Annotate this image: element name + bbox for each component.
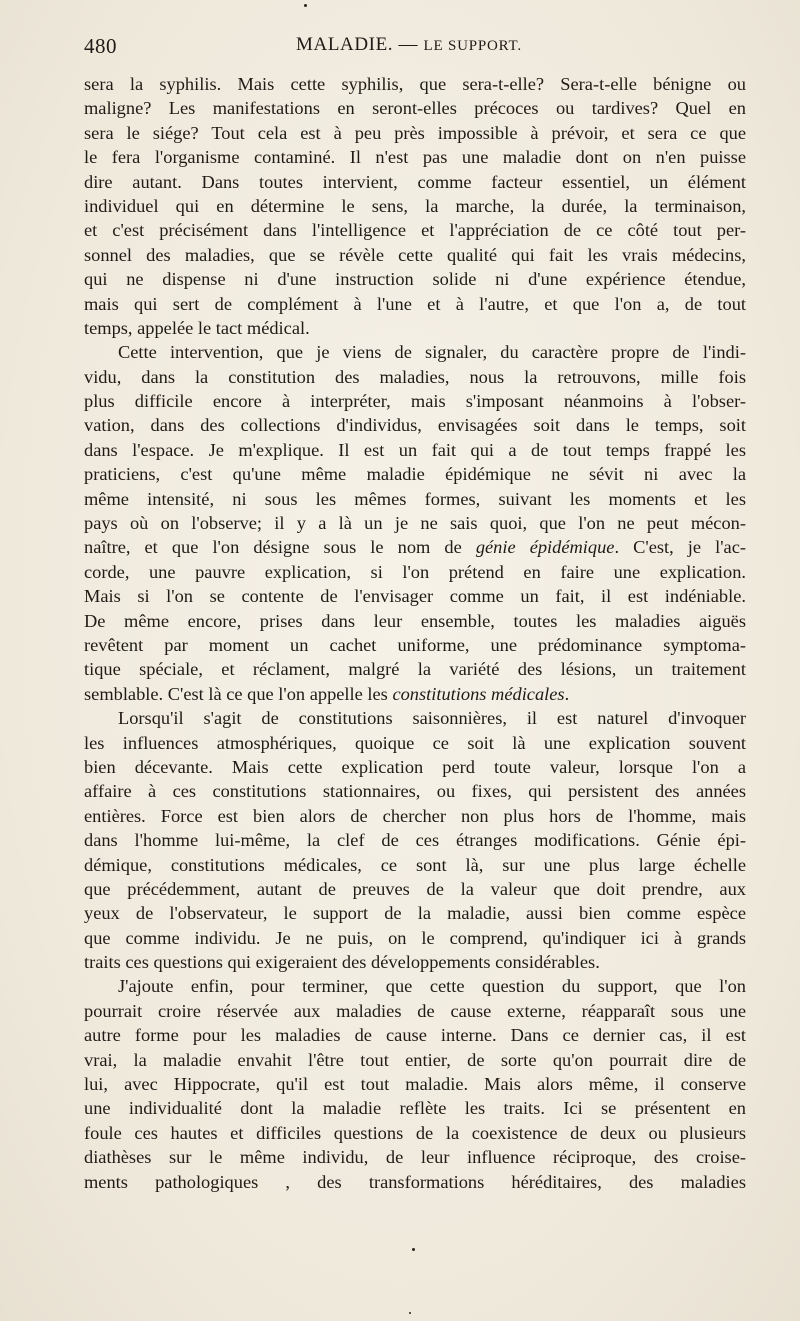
paper-speck xyxy=(409,1312,411,1314)
text-line: le fera l'organisme contaminé. Il n'est pas une maladie dont on n'en puisse xyxy=(84,147,746,168)
text-line: revêtent par moment un cachet uniforme, une prédominance symptoma- xyxy=(84,634,746,655)
paragraph-start-line: Cette intervention, que je viens de signaler, du caractère propre de l'indi- xyxy=(118,342,746,363)
text-line: une individualité dont la maladie reflète les traits. Ici se présentent en xyxy=(84,1098,746,1119)
paragraph-end-line xyxy=(84,682,746,706)
paper-speck xyxy=(304,4,307,7)
running-head-sub: LE SUPPORT. xyxy=(423,38,522,54)
text-line: maligne? Les manifestations en seront-elles précoces ou tardives? Quel en xyxy=(84,98,746,119)
text-line: dire autant. Dans toutes intervient, comme facteur essentiel, un élément xyxy=(84,171,746,192)
text-line: que comme individu. Je ne puis, on le comprend, qu'indiquer ici à grands xyxy=(84,927,746,948)
text-line: pourrait croire réservée aux maladies de cause externe, réapparaît sous une xyxy=(84,1000,746,1021)
page-number: 480 xyxy=(84,34,117,58)
text-line: démique, constitutions médicales, ce sont là, sur une plus large échelle xyxy=(84,854,746,875)
paragraph-end-line: traits ces questions qui exigeraient des développements considérables. xyxy=(84,952,600,973)
text-segment: . xyxy=(564,683,570,704)
text-line: vation, dans des collections d'individus, envisagées soit dans le temps, soit xyxy=(84,415,746,436)
text-line: vidu, dans la constitution des maladies, nous la retrouvons, mille fois xyxy=(84,366,746,387)
text-line: sera le siége? Tout cela est à peu près impossible à prévoir, et sera ce que xyxy=(84,122,746,143)
text-segment: naître, et que l'on désigne sous le nom de xyxy=(84,537,462,558)
text-line: Mais si l'on se contente de l'envisager comme un fait, il est indéniable. xyxy=(84,586,746,607)
text-line: sera la syphilis. Mais cette syphilis, que sera-t-elle? Sera-t-elle bénigne ou xyxy=(84,74,746,94)
text-line: vrai, la maladie envahit l'être tout entier, de sorte qu'on pourrait dire de xyxy=(84,1049,746,1070)
text-line: pays où on l'observe; il y a là un je ne sais quoi, que l'on ne peut mécon- xyxy=(84,513,746,534)
text-line: les influences atmosphériques, quoique ce soit là une explication souvent xyxy=(84,732,746,753)
text-line-with-italic xyxy=(84,535,746,559)
italic-term-genie-epidemique: génie épidémique xyxy=(475,537,615,558)
text-line: dans l'espace. Je m'explique. Il est un fait qui a de tout temps frappé les xyxy=(84,439,746,460)
text-line: mais qui sert de complément à l'une et à l'autre, et que l'on a, de tout xyxy=(84,293,746,314)
text-line: que précédemment, autant de preuves de la valeur que doit prendre, aux xyxy=(84,878,746,899)
text-line: corde, une pauvre explication, si l'on prétend en faire une explication. xyxy=(84,561,746,582)
running-head-dash: — xyxy=(398,34,419,55)
text-line: De même encore, prises dans leur ensemble, toutes les maladies aiguës xyxy=(84,610,746,631)
text-line: praticiens, c'est qu'une même maladie épidémique ne sévit ni avec la xyxy=(84,464,746,485)
text-line: dans l'homme lui-même, la clef de ces étranges modifications. Génie épi- xyxy=(84,830,746,851)
text-line: lui, avec Hippocrate, qu'il est tout maladie. Mais alors même, il conserve xyxy=(84,1074,746,1095)
text-segment: semblable. C'est là ce que l'on appelle les xyxy=(84,683,388,704)
text-line: bien décevante. Mais cette explication perd toute valeur, lorsque l'on a xyxy=(84,756,746,777)
text-line: individuel qui en détermine le sens, la marche, la durée, la terminaison, xyxy=(84,195,746,216)
paper-speck xyxy=(412,1248,415,1251)
page-header xyxy=(84,34,744,60)
text-segment: . C'est, je l'ac- xyxy=(614,537,746,558)
paragraph-end-line: temps, appelée le tact médical. xyxy=(84,317,310,338)
text-line: affaire à ces constitutions stationnaires, ou fixes, qui persistent des années xyxy=(84,781,746,802)
running-head xyxy=(296,34,522,56)
text-line: plus difficile encore à interpréter, mais s'imposant néanmoins à l'obser- xyxy=(84,391,746,412)
body-text xyxy=(84,72,746,1194)
text-line: diathèses sur le même individu, de leur influence réciproque, des croise- xyxy=(84,1147,746,1168)
text-line: et c'est précisément dans l'intelligence et l'appréciation de ce côté tout per- xyxy=(84,220,746,241)
text-line: autre forme pour les maladies de cause interne. Dans ce dernier cas, il est xyxy=(84,1025,746,1046)
italic-term-constitutions-medicales: constitutions médicales xyxy=(392,683,565,704)
text-line: ments pathologiques , des transformations héréditaires, des maladies xyxy=(84,1171,746,1192)
paragraph-start-line: J'ajoute enfin, pour terminer, que cette question du support, que l'on xyxy=(118,976,746,997)
text-line: même intensité, ni sous les mêmes formes, suivant les moments et les xyxy=(84,488,746,509)
text-line: qui ne dispense ni d'une instruction solide ni d'une expérience étendue, xyxy=(84,269,746,290)
paragraph-start-line: Lorsqu'il s'agit de constitutions saisonnières, il est naturel d'invoquer xyxy=(118,708,746,729)
text-line: yeux de l'observateur, le support de la maladie, aussi bien comme espèce xyxy=(84,903,746,924)
text-line: tique spéciale, et réclament, malgré la variété des lésions, un traitement xyxy=(84,659,746,680)
text-line: sonnel des maladies, que se révèle cette qualité qui fait les vrais médecins, xyxy=(84,244,746,265)
text-line: foule ces hautes et difficiles questions de la coexistence de deux ou plusieurs xyxy=(84,1122,746,1143)
running-head-main: MALADIE. xyxy=(296,34,394,55)
text-line: entières. Force est bien alors de chercher non plus hors de l'homme, mais xyxy=(84,805,746,826)
